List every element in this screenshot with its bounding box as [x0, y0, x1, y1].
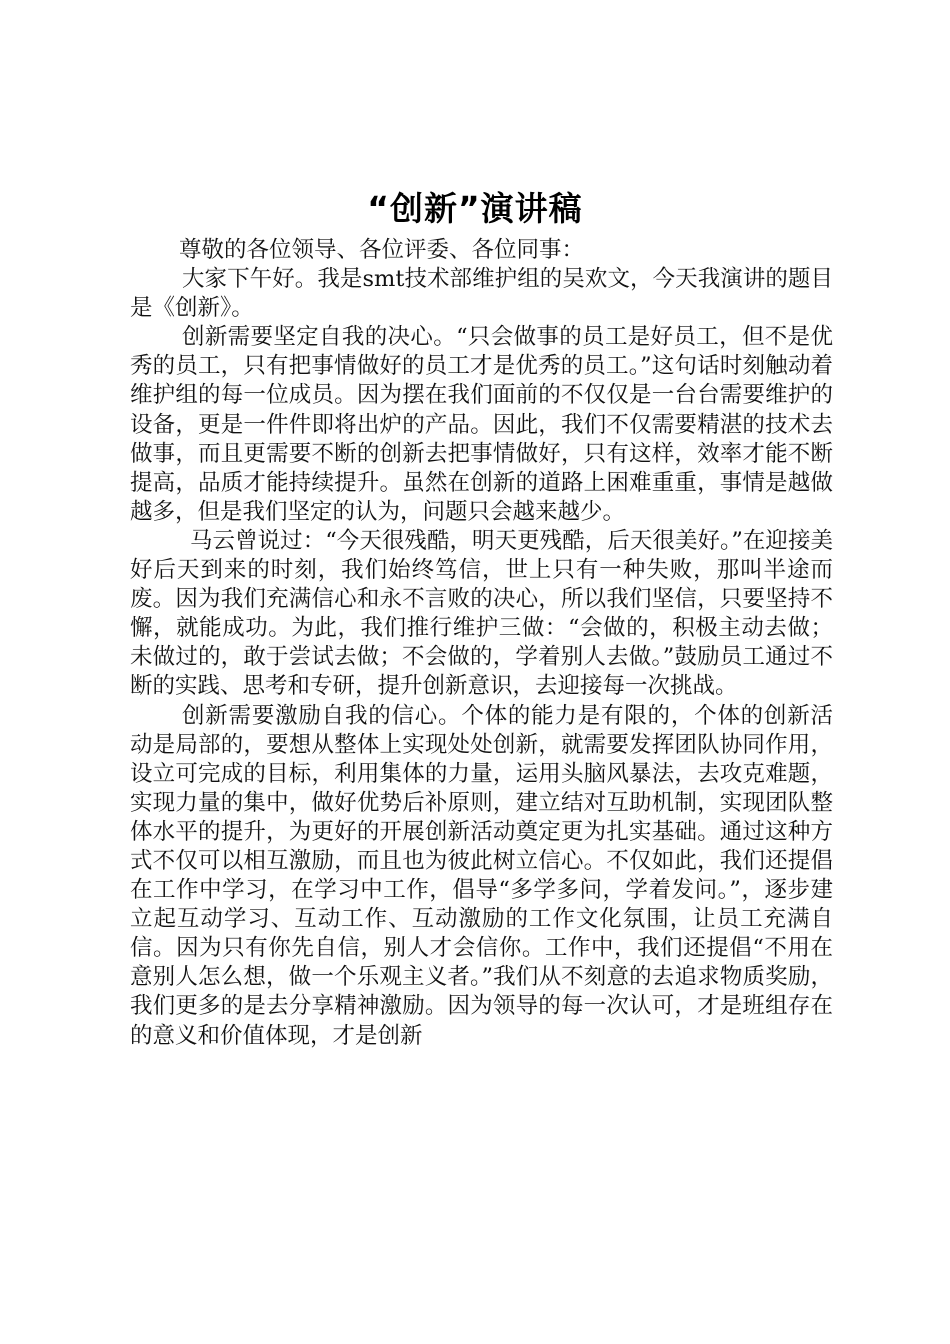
paragraph-greeting: 尊敬的各位领导、各位评委、各位同事： [179, 237, 585, 263]
document-body [130, 236, 833, 1051]
paragraph-determination: 创新需要坚定自我的决心。“只会做事的员工是好员工，但不是优秀的员工，只有把事情做好的员工才是优秀的员工。”这句话时刻触动着维护组的每一位成员。因为摆在我们面前的不仅仅是一台台需要维护的设备，更是一件件即将出炉的产品。因此，我们不仅需要精湛的技术去做事，而且更需要不断的创新去把事情做好，只有这样，效率才能不断提高，品质才能持续提升。虽然在创新的道路上困难重重，事情是越做越多，但是我们坚定的认为，问题只会越来越少。 [130, 324, 833, 525]
document-title: “创新”演讲稿 [367, 189, 583, 228]
paragraph-jack-ma-quote: 马云曾说过：“今天很残酷，明天更残酷，后天很美好。”在迎接美好后天到来的时刻，我们始终笃信，世上只有一种失败，那叫半途而废。因为我们充满信心和永不言败的决心，所以我们坚信，只要坚持不懈，就能成功。为此，我们推行维护三做：“会做的，积极主动去做；未做过的，敢于尝试去做；不会做的，学着别人去做。”鼓励员工通过不断的实践、思考和专研，提升创新意识，去迎接每一次挑战。 [130, 527, 833, 700]
paragraph-confidence: 创新需要激励自我的信心。个体的能力是有限的，个体的创新活动是局部的，要想从整体上实现处处创新，就需要发挥团队协同作用，设立可完成的目标，利用集体的力量，运用头脑风暴法，去攻克难题，实现力量的集中，做好优势后补原则，建立结对互助机制，实现团队整体水平的提升，为更好的开展创新活动奠定更为扎实基础。通过这种方式不仅可以相互激励，而且也为彼此树立信心。不仅如此，我们还提倡在工作中学习，在学习中工作，倡导“多学多问，学着发问。”，逐步建立起互动学习、互动工作、互动激励的工作文化氛围，让员工充满自信。因为只有你先自信，别人才会信你。工作中，我们还提倡“不用在意别人怎么想，做一个乐观主义者。”我们从不刻意的去追求物质奖励，我们更多的是去分享精神激励。因为领导的每一次认可，才是班组存在的意义和价值体现，才是创新 [130, 702, 833, 1049]
paragraph-intro: 大家下午好。我是smt技术部维护组的吴欢文，今天我演讲的题目是《创新》。 [130, 266, 833, 322]
